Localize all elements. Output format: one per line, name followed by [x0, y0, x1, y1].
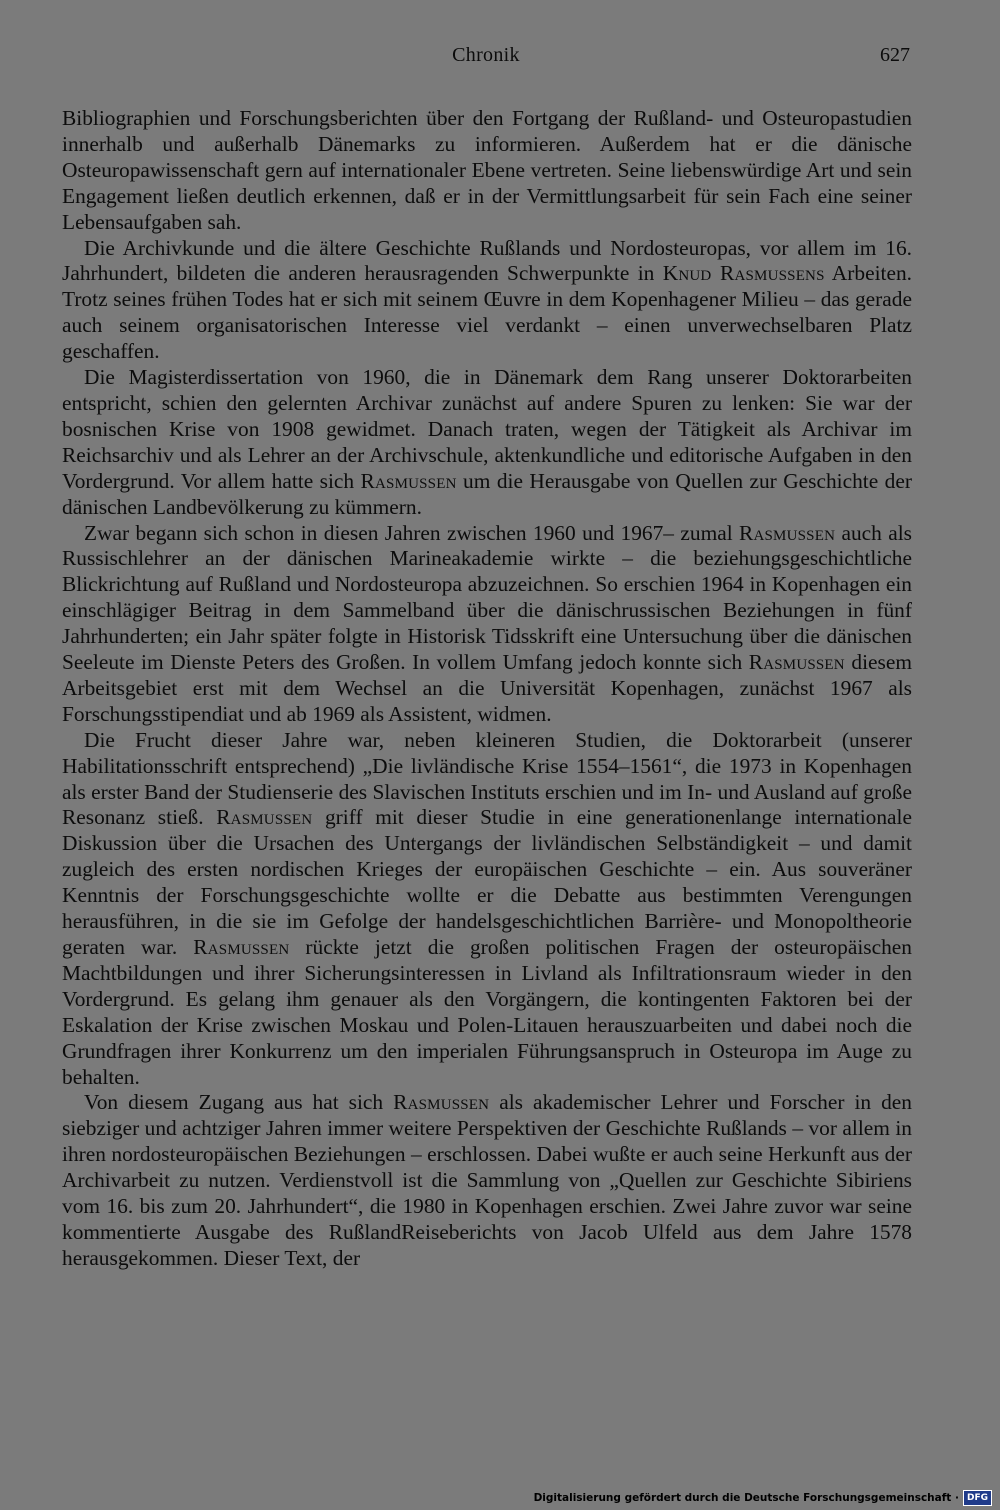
paragraph	[62, 1090, 912, 1271]
paragraph-text: griff mit dieser Studie in eine generationenlange internationale Diskussion über die Ursachen des Untergangs der livländischen Selbständigkeit – und damit zugleich des ersten nordischen Krieges der europäischen Geschichte – ein. Aus souveräner Kenntnis der Forschungsgeschichte wollte er die Debatte aus bestimmten Verengungen herausführen, in die sie im Gefolge der handelsgeschichtlichen Barrière- und Monopoltheorie geraten war.	[62, 805, 912, 959]
paragraph-text: um die Herausgabe von Quellen zur Geschichte der dänischen Landbevölkerung zu kümmern.	[62, 468, 912, 519]
running-head-title: Chronik	[452, 44, 520, 66]
digitization-credit	[534, 1490, 992, 1506]
paragraph	[62, 728, 912, 1091]
author-name: Rasmussen	[360, 468, 457, 493]
paragraph-text: als akademischer Lehrer und Forscher in den siebziger und achtziger Jahren immer weitere Perspektiven der Geschichte Rußlands – vor allem in ihren nordosteuropäischen Beziehungen – erschlossen. Dabei wußte er auch seine Herkunft aus der Archivarbeit zu nutzen. Verdienstvoll ist die Sammlung von „Quellen zur Geschichte Sibiriens vom 16. bis zum 20. Jahrhundert“, die 1980 in Kopenhagen erschien. Zwei Jahre zuvor war seine kommentierte Ausgabe des RußlandReiseberichts von Jacob Ulfeld aus dem Jahre 1578 herausgekommen. Dieser Text, der	[62, 1090, 912, 1270]
author-name: Knud Rasmussens	[662, 261, 825, 286]
body-text	[62, 106, 912, 1272]
paragraph	[62, 106, 912, 236]
author-name: Rasmussen	[193, 935, 290, 959]
paragraph-text: Arbeiten. Trotz seines frühen Todes hat er sich mit seinem Œuvre in dem Kopenhagener Milieu – das gerade auch seinem organisatorischen Interesse viel verdankt – einen unverwechselbaren Platz geschaffen.	[62, 261, 912, 364]
author-name: Rasmussen	[393, 1090, 490, 1115]
paragraph	[62, 521, 912, 728]
dfg-logo: DFG	[963, 1490, 992, 1506]
credit-text: Digitalisierung gefördert durch die Deutsche Forschungsgemeinschaft ·	[533, 1492, 959, 1504]
author-name: Rasmussen	[748, 650, 845, 675]
author-name: Rasmussen	[216, 805, 313, 830]
paragraph-text: auch als Russischlehrer an der dänischen Marineakademie wirkte – die beziehungsgeschichtliche Blickrichtung auf Rußland und Nordosteuropa abzuzeichnen. So erschien 1964 in Kopenhagen ein einschlägiger Beitrag in dem Sammelband über die dänischrussischen Beziehungen in fünf Jahrhunderten; ein Jahr später folgte in Historisk Tidsskrift eine Untersuchung über die dänischen Seeleute im Dienste Peters des Großen. In vollem Umfang jedoch konnte sich	[62, 520, 912, 675]
paragraph-text: Die Magisterdissertation von 1960, die in Dänemark dem Rang unserer Doktorarbeiten entspricht, schien den gelernten Archivar zunächst auf andere Spuren zu lenken: Sie war der bosnischen Krise von 1908 gewidmet. Danach traten, wegen der Tätigkeit als Archivar im Reichsarchiv und als Lehrer an der Archivschule, aktenkundliche und editorische Aufgaben in den Vordergrund. Vor allem hatte sich	[62, 365, 912, 493]
paragraph-text: Zwar begann sich schon in diesen Jahren zwischen 1960 und 1967– zumal	[84, 520, 740, 545]
paragraph-text: Bibliographien und Forschungsberichten über den Fortgang der Rußland- und Osteuropastudien innerhalb und außerhalb Dänemarks zu informieren. Außerdem hat er die dänische Osteuropawissenschaft gern auf internationaler Ebene vertreten. Seine liebenswürdige Art und sein Engagement ließen deutlich erkennen, daß er in der Vermittlungsarbeit für sein Fach eine seiner Lebensaufgaben sah.	[62, 106, 912, 234]
author-name: Rasmussen	[739, 520, 836, 545]
paragraph-text: rückte jetzt die großen politischen Fragen der osteuropäischen Machtbildungen und ihrer Sicherungsinteressen in Livland als Infiltrationsraum wieder in den Vordergrund. Es gelang ihm genauer als den Vorgängern, die kontingenten Faktoren bei der Eskalation der Krise zwischen Moskau und Polen-Litauen herauszuarbeiten und dabei noch die Grundfragen ihrer Konkurrenz um den imperialen Führungsanspruch in Osteuropa im Auge zu behalten.	[62, 935, 912, 1089]
paragraph	[62, 236, 912, 366]
page-number: 627	[880, 44, 910, 66]
paragraph-text: Die Archivkunde und die ältere Geschichte Rußlands und Nordosteuropas, vor allem im 16. Jahrhundert, bildeten die anderen herausragenden Schwerpunkte in	[62, 235, 912, 286]
paragraph-text: diesem Arbeitsgebiet erst mit dem Wechsel an die Universität Kopenhagen, zunächst 1967 als Forschungsstipendiat und ab 1969 als Assistent, widmen.	[62, 650, 913, 726]
running-head	[62, 44, 910, 72]
paragraph	[62, 365, 912, 520]
paragraph-text: Die Frucht dieser Jahre war, neben kleineren Studien, die Doktorarbeit (unserer Habilitationsschrift entsprechend) „Die livländische Krise 1554–1561“, die 1973 in Kopenhagen als erster Band der Studienserie des Slavischen Instituts erschien und im In- und Ausland auf große Resonanz stieß.	[62, 727, 912, 830]
paragraph-text: Von diesem Zugang aus hat sich	[84, 1090, 394, 1115]
